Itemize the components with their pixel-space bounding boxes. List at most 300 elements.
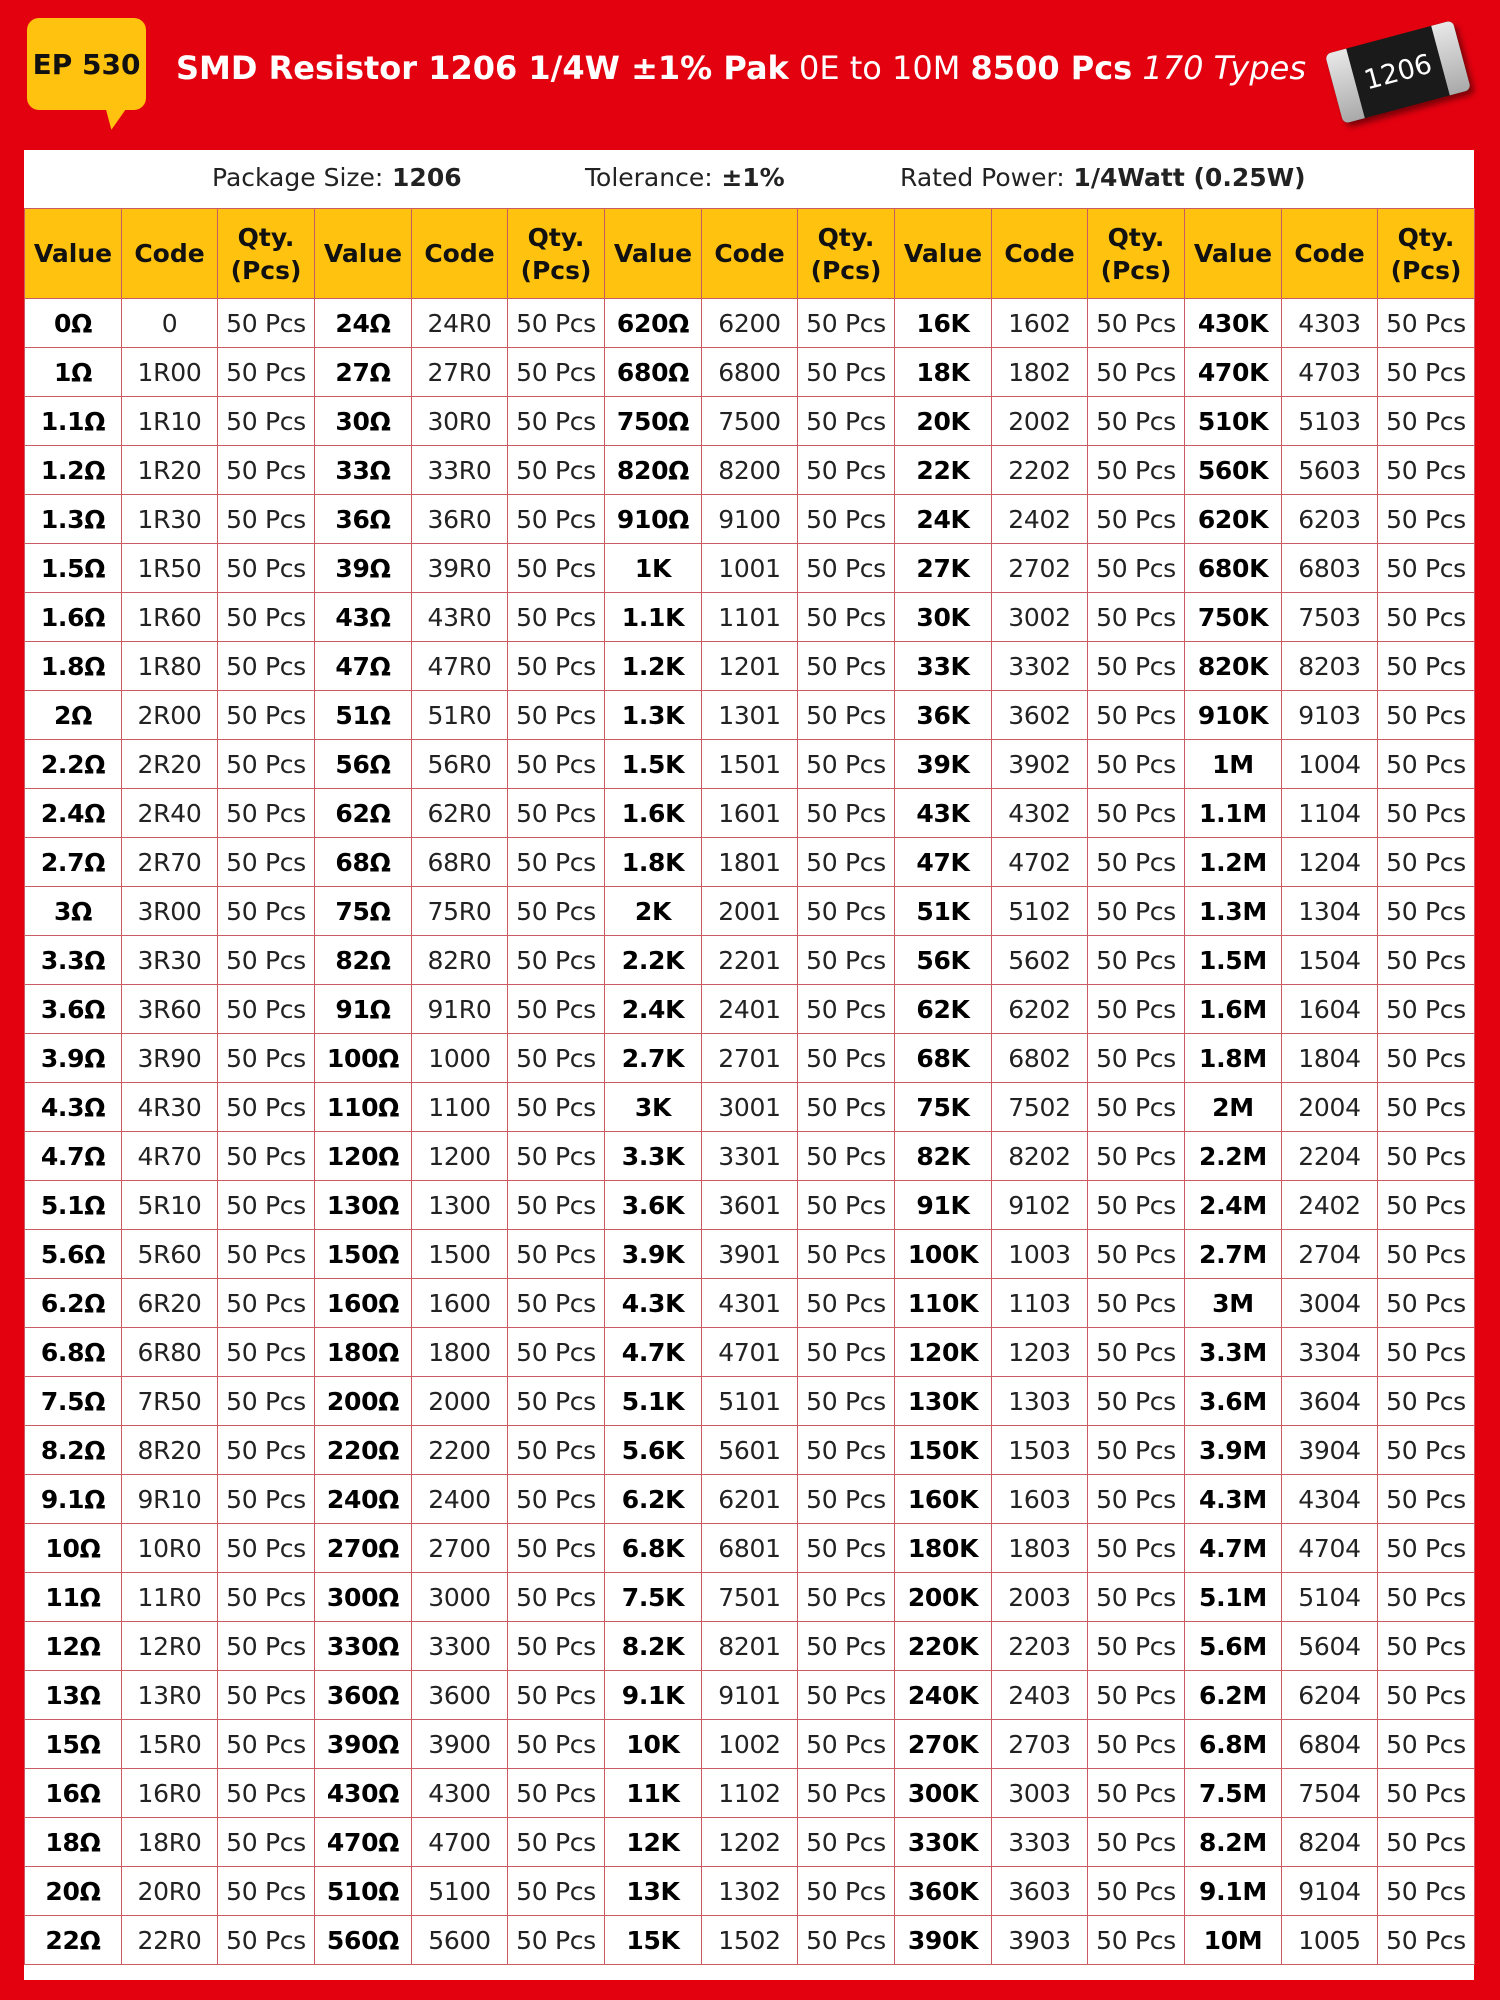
smd-code-cell: 1803 bbox=[992, 1524, 1088, 1573]
smd-code-cell: 2002 bbox=[992, 397, 1088, 446]
resistance-value-cell: 120Ω bbox=[315, 1132, 412, 1181]
smd-code-cell: 2004 bbox=[1282, 1083, 1378, 1132]
smd-code-cell: 2701 bbox=[702, 1034, 798, 1083]
resistance-value-cell: 10Ω bbox=[25, 1524, 122, 1573]
quantity-cell: 50 Pcs bbox=[1378, 1083, 1475, 1132]
smd-code-cell: 6800 bbox=[702, 348, 798, 397]
quantity-cell: 50 Pcs bbox=[1378, 1818, 1475, 1867]
smd-code-cell: 1104 bbox=[1282, 789, 1378, 838]
quantity-cell: 50 Pcs bbox=[508, 1132, 605, 1181]
resistance-value-cell: 1.3Ω bbox=[25, 495, 122, 544]
quantity-cell: 50 Pcs bbox=[1088, 1573, 1185, 1622]
header-qty bbox=[508, 209, 605, 299]
smd-code-cell: 5102 bbox=[992, 887, 1088, 936]
quantity-cell: 50 Pcs bbox=[1378, 1230, 1475, 1279]
quantity-cell: 50 Pcs bbox=[218, 936, 315, 985]
smd-code-cell: 5600 bbox=[412, 1916, 508, 1965]
smd-code-cell: 5100 bbox=[412, 1867, 508, 1916]
quantity-cell: 50 Pcs bbox=[1378, 642, 1475, 691]
smd-code-cell: 68R0 bbox=[412, 838, 508, 887]
resistance-value-cell: 10K bbox=[605, 1720, 702, 1769]
resistance-value-cell: 15K bbox=[605, 1916, 702, 1965]
quantity-cell: 50 Pcs bbox=[1378, 299, 1475, 348]
smd-code-cell: 1R00 bbox=[122, 348, 218, 397]
title-range: 0E to 10M bbox=[788, 49, 971, 87]
header-qty-line2: (Pcs) bbox=[230, 255, 302, 285]
quantity-cell: 50 Pcs bbox=[1088, 1377, 1185, 1426]
table-row bbox=[25, 1916, 1475, 1965]
smd-code-cell: 2702 bbox=[992, 544, 1088, 593]
smd-code-cell: 3604 bbox=[1282, 1377, 1378, 1426]
resistance-value-cell: 4.3K bbox=[605, 1279, 702, 1328]
table-row bbox=[25, 642, 1475, 691]
resistance-value-cell: 300K bbox=[895, 1769, 992, 1818]
spec-info-row bbox=[24, 150, 1474, 208]
quantity-cell: 50 Pcs bbox=[1378, 985, 1475, 1034]
resistance-value-cell: 560K bbox=[1185, 446, 1282, 495]
table-row bbox=[25, 1279, 1475, 1328]
quantity-cell: 50 Pcs bbox=[218, 691, 315, 740]
smd-code-cell: 2403 bbox=[992, 1671, 1088, 1720]
smd-code-cell: 5103 bbox=[1282, 397, 1378, 446]
quantity-cell: 50 Pcs bbox=[798, 1377, 895, 1426]
resistance-value-cell: 1.8Ω bbox=[25, 642, 122, 691]
quantity-cell: 50 Pcs bbox=[798, 397, 895, 446]
resistance-value-cell: 820K bbox=[1185, 642, 1282, 691]
resistance-value-cell: 6.2Ω bbox=[25, 1279, 122, 1328]
quantity-cell: 50 Pcs bbox=[798, 593, 895, 642]
quantity-cell: 50 Pcs bbox=[218, 1328, 315, 1377]
quantity-cell: 50 Pcs bbox=[1088, 838, 1185, 887]
quantity-cell: 50 Pcs bbox=[798, 936, 895, 985]
resistance-value-cell: 7.5K bbox=[605, 1573, 702, 1622]
quantity-cell: 50 Pcs bbox=[218, 1818, 315, 1867]
resistance-value-cell: 3M bbox=[1185, 1279, 1282, 1328]
smd-code-cell: 1800 bbox=[412, 1328, 508, 1377]
smd-code-cell: 1601 bbox=[702, 789, 798, 838]
resistance-value-cell: 2K bbox=[605, 887, 702, 936]
quantity-cell: 50 Pcs bbox=[798, 1426, 895, 1475]
table-row bbox=[25, 397, 1475, 446]
smd-code-cell: 6204 bbox=[1282, 1671, 1378, 1720]
smd-code-cell: 91R0 bbox=[412, 985, 508, 1034]
smd-code-cell: 4302 bbox=[992, 789, 1088, 838]
smd-code-cell: 3R30 bbox=[122, 936, 218, 985]
quantity-cell: 50 Pcs bbox=[1378, 348, 1475, 397]
quantity-cell: 50 Pcs bbox=[218, 397, 315, 446]
resistance-value-cell: 680K bbox=[1185, 544, 1282, 593]
quantity-cell: 50 Pcs bbox=[508, 593, 605, 642]
quantity-cell: 50 Pcs bbox=[508, 985, 605, 1034]
quantity-cell: 50 Pcs bbox=[508, 740, 605, 789]
resistance-value-cell: 6.2K bbox=[605, 1475, 702, 1524]
resistance-value-cell: 91Ω bbox=[315, 985, 412, 1034]
resistance-value-cell: 24Ω bbox=[315, 299, 412, 348]
quantity-cell: 50 Pcs bbox=[508, 495, 605, 544]
table-row bbox=[25, 1377, 1475, 1426]
smd-code-cell: 51R0 bbox=[412, 691, 508, 740]
resistance-value-cell: 180Ω bbox=[315, 1328, 412, 1377]
resistance-value-cell: 3Ω bbox=[25, 887, 122, 936]
resistance-value-cell: 240Ω bbox=[315, 1475, 412, 1524]
resistance-value-cell: 9.1K bbox=[605, 1671, 702, 1720]
smd-code-cell: 4304 bbox=[1282, 1475, 1378, 1524]
smd-code-cell: 1R10 bbox=[122, 397, 218, 446]
resistance-value-cell: 20K bbox=[895, 397, 992, 446]
smd-code-cell: 8200 bbox=[702, 446, 798, 495]
quantity-cell: 50 Pcs bbox=[1088, 1671, 1185, 1720]
smd-code-cell: 2400 bbox=[412, 1475, 508, 1524]
quantity-cell: 50 Pcs bbox=[508, 887, 605, 936]
smd-code-cell: 3603 bbox=[992, 1867, 1088, 1916]
resistance-value-cell: 1.6Ω bbox=[25, 593, 122, 642]
resistance-value-cell: 56Ω bbox=[315, 740, 412, 789]
smd-code-cell: 75R0 bbox=[412, 887, 508, 936]
resistance-value-cell: 36K bbox=[895, 691, 992, 740]
resistance-value-cell: 510K bbox=[1185, 397, 1282, 446]
smd-code-cell: 6801 bbox=[702, 1524, 798, 1573]
resistance-value-cell: 68K bbox=[895, 1034, 992, 1083]
quantity-cell: 50 Pcs bbox=[1088, 544, 1185, 593]
header-value: Value bbox=[605, 209, 702, 299]
quantity-cell: 50 Pcs bbox=[218, 1524, 315, 1573]
resistance-value-cell: 43K bbox=[895, 789, 992, 838]
resistance-value-cell: 39Ω bbox=[315, 544, 412, 593]
quantity-cell: 50 Pcs bbox=[1378, 1769, 1475, 1818]
quantity-cell: 50 Pcs bbox=[798, 838, 895, 887]
rated-power-spec bbox=[900, 163, 1306, 192]
table-row bbox=[25, 1475, 1475, 1524]
resistance-value-cell: 47K bbox=[895, 838, 992, 887]
quantity-cell: 50 Pcs bbox=[798, 1181, 895, 1230]
resistance-value-cell: 360Ω bbox=[315, 1671, 412, 1720]
resistance-value-cell: 82Ω bbox=[315, 936, 412, 985]
resistance-value-cell: 56K bbox=[895, 936, 992, 985]
quantity-cell: 50 Pcs bbox=[1088, 1818, 1185, 1867]
header-qty-line1: Qty. bbox=[1107, 222, 1165, 252]
quantity-cell: 50 Pcs bbox=[1088, 985, 1185, 1034]
smd-code-cell: 1503 bbox=[992, 1426, 1088, 1475]
quantity-cell: 50 Pcs bbox=[218, 1867, 315, 1916]
quantity-cell: 50 Pcs bbox=[798, 544, 895, 593]
smd-code-cell: 3304 bbox=[1282, 1328, 1378, 1377]
resistance-value-cell: 390Ω bbox=[315, 1720, 412, 1769]
product-code-badge bbox=[27, 18, 146, 110]
table-row bbox=[25, 1181, 1475, 1230]
smd-code-cell: 1303 bbox=[992, 1377, 1088, 1426]
resistance-value-cell: 750K bbox=[1185, 593, 1282, 642]
quantity-cell: 50 Pcs bbox=[1088, 1279, 1185, 1328]
smd-code-cell: 18R0 bbox=[122, 1818, 218, 1867]
quantity-cell: 50 Pcs bbox=[508, 1083, 605, 1132]
resistance-value-cell: 8.2K bbox=[605, 1622, 702, 1671]
smd-code-cell: 2703 bbox=[992, 1720, 1088, 1769]
resistance-value-cell: 4.7K bbox=[605, 1328, 702, 1377]
smd-code-cell: 9104 bbox=[1282, 1867, 1378, 1916]
quantity-cell: 50 Pcs bbox=[218, 1230, 315, 1279]
smd-code-cell: 8201 bbox=[702, 1622, 798, 1671]
header-value: Value bbox=[895, 209, 992, 299]
smd-code-cell: 1501 bbox=[702, 740, 798, 789]
quantity-cell: 50 Pcs bbox=[798, 348, 895, 397]
smd-code-cell: 1005 bbox=[1282, 1916, 1378, 1965]
table-row bbox=[25, 544, 1475, 593]
tolerance-label: Tolerance: bbox=[585, 163, 713, 192]
table-row bbox=[25, 1867, 1475, 1916]
resistance-value-cell: 240K bbox=[895, 1671, 992, 1720]
header-qty-line1: Qty. bbox=[1397, 222, 1455, 252]
quantity-cell: 50 Pcs bbox=[798, 1034, 895, 1083]
resistance-value-cell: 0Ω bbox=[25, 299, 122, 348]
smd-code-cell: 3000 bbox=[412, 1573, 508, 1622]
quantity-cell: 50 Pcs bbox=[798, 1622, 895, 1671]
quantity-cell: 50 Pcs bbox=[798, 887, 895, 936]
smd-code-cell: 3600 bbox=[412, 1671, 508, 1720]
quantity-cell: 50 Pcs bbox=[1378, 1573, 1475, 1622]
smd-code-cell: 2R40 bbox=[122, 789, 218, 838]
resistance-value-cell: 100Ω bbox=[315, 1034, 412, 1083]
smd-code-cell: 1804 bbox=[1282, 1034, 1378, 1083]
quantity-cell: 50 Pcs bbox=[1088, 1230, 1185, 1279]
quantity-cell: 50 Pcs bbox=[1088, 1916, 1185, 1965]
smd-code-cell: 0 bbox=[122, 299, 218, 348]
quantity-cell: 50 Pcs bbox=[218, 1132, 315, 1181]
smd-code-cell: 2203 bbox=[992, 1622, 1088, 1671]
smd-code-cell: 4R30 bbox=[122, 1083, 218, 1132]
quantity-cell: 50 Pcs bbox=[1378, 1377, 1475, 1426]
quantity-cell: 50 Pcs bbox=[798, 1132, 895, 1181]
resistance-value-cell: 3.3K bbox=[605, 1132, 702, 1181]
smd-code-cell: 13R0 bbox=[122, 1671, 218, 1720]
resistance-value-cell: 150K bbox=[895, 1426, 992, 1475]
resistance-value-cell: 3.6M bbox=[1185, 1377, 1282, 1426]
quantity-cell: 50 Pcs bbox=[218, 1916, 315, 1965]
quantity-cell: 50 Pcs bbox=[1088, 1034, 1185, 1083]
resistance-value-cell: 6.8M bbox=[1185, 1720, 1282, 1769]
smd-code-cell: 12R0 bbox=[122, 1622, 218, 1671]
resistance-value-cell: 510Ω bbox=[315, 1867, 412, 1916]
resistance-value-cell: 4.3M bbox=[1185, 1475, 1282, 1524]
smd-code-cell: 3300 bbox=[412, 1622, 508, 1671]
quantity-cell: 50 Pcs bbox=[798, 985, 895, 1034]
quantity-cell: 50 Pcs bbox=[798, 1573, 895, 1622]
table-row bbox=[25, 1720, 1475, 1769]
smd-code-cell: 2R20 bbox=[122, 740, 218, 789]
smd-code-cell: 3900 bbox=[412, 1720, 508, 1769]
quantity-cell: 50 Pcs bbox=[1378, 1426, 1475, 1475]
quantity-cell: 50 Pcs bbox=[218, 985, 315, 1034]
smd-code-cell: 2200 bbox=[412, 1426, 508, 1475]
smd-code-cell: 1502 bbox=[702, 1916, 798, 1965]
table-row bbox=[25, 348, 1475, 397]
smd-code-cell: 3R90 bbox=[122, 1034, 218, 1083]
package-size-spec bbox=[212, 163, 462, 192]
quantity-cell: 50 Pcs bbox=[1378, 593, 1475, 642]
quantity-cell: 50 Pcs bbox=[798, 299, 895, 348]
smd-code-cell: 5604 bbox=[1282, 1622, 1378, 1671]
smd-code-cell: 62R0 bbox=[412, 789, 508, 838]
resistance-value-cell: 2.2K bbox=[605, 936, 702, 985]
smd-code-cell: 27R0 bbox=[412, 348, 508, 397]
resistance-value-cell: 750Ω bbox=[605, 397, 702, 446]
smd-code-cell: 56R0 bbox=[412, 740, 508, 789]
header-qty-line2: (Pcs) bbox=[1100, 255, 1172, 285]
smd-code-cell: 2704 bbox=[1282, 1230, 1378, 1279]
smd-code-cell: 2003 bbox=[992, 1573, 1088, 1622]
resistance-value-cell: 7.5M bbox=[1185, 1769, 1282, 1818]
quantity-cell: 50 Pcs bbox=[1378, 1279, 1475, 1328]
smd-code-cell: 1203 bbox=[992, 1328, 1088, 1377]
quantity-cell: 50 Pcs bbox=[218, 1671, 315, 1720]
quantity-cell: 50 Pcs bbox=[798, 1083, 895, 1132]
quantity-cell: 50 Pcs bbox=[1088, 348, 1185, 397]
resistance-value-cell: 10M bbox=[1185, 1916, 1282, 1965]
header-code: Code bbox=[1282, 209, 1378, 299]
resistance-value-cell: 91K bbox=[895, 1181, 992, 1230]
resistance-value-cell: 16K bbox=[895, 299, 992, 348]
header-code: Code bbox=[992, 209, 1088, 299]
quantity-cell: 50 Pcs bbox=[798, 789, 895, 838]
quantity-cell: 50 Pcs bbox=[508, 299, 605, 348]
smd-code-cell: 9R10 bbox=[122, 1475, 218, 1524]
quantity-cell: 50 Pcs bbox=[798, 1671, 895, 1720]
title-count: 8500 Pcs bbox=[970, 49, 1133, 87]
quantity-cell: 50 Pcs bbox=[798, 1720, 895, 1769]
smd-code-cell: 3602 bbox=[992, 691, 1088, 740]
quantity-cell: 50 Pcs bbox=[218, 1083, 315, 1132]
smd-code-cell: 6202 bbox=[992, 985, 1088, 1034]
smd-code-cell: 1201 bbox=[702, 642, 798, 691]
resistance-value-cell: 3.9M bbox=[1185, 1426, 1282, 1475]
quantity-cell: 50 Pcs bbox=[508, 1230, 605, 1279]
resistance-value-cell: 9.1M bbox=[1185, 1867, 1282, 1916]
resistance-value-cell: 3.9Ω bbox=[25, 1034, 122, 1083]
resistance-value-cell: 1.8K bbox=[605, 838, 702, 887]
resistance-value-cell: 30K bbox=[895, 593, 992, 642]
quantity-cell: 50 Pcs bbox=[508, 1916, 605, 1965]
resistance-value-cell: 470K bbox=[1185, 348, 1282, 397]
resistance-value-cell: 18Ω bbox=[25, 1818, 122, 1867]
header-qty bbox=[1378, 209, 1475, 299]
resistance-value-cell: 1.5M bbox=[1185, 936, 1282, 985]
smd-code-cell: 4R70 bbox=[122, 1132, 218, 1181]
quantity-cell: 50 Pcs bbox=[798, 642, 895, 691]
resistance-value-cell: 180K bbox=[895, 1524, 992, 1573]
smd-code-cell: 1103 bbox=[992, 1279, 1088, 1328]
resistance-value-cell: 3.3M bbox=[1185, 1328, 1282, 1377]
quantity-cell: 50 Pcs bbox=[218, 1034, 315, 1083]
resistance-value-cell: 3.9K bbox=[605, 1230, 702, 1279]
smd-code-cell: 8R20 bbox=[122, 1426, 218, 1475]
quantity-cell: 50 Pcs bbox=[1378, 1622, 1475, 1671]
table-row bbox=[25, 495, 1475, 544]
resistance-value-cell: 470Ω bbox=[315, 1818, 412, 1867]
smd-code-cell: 47R0 bbox=[412, 642, 508, 691]
resistance-value-cell: 110K bbox=[895, 1279, 992, 1328]
smd-code-cell: 1200 bbox=[412, 1132, 508, 1181]
smd-code-cell: 6804 bbox=[1282, 1720, 1378, 1769]
quantity-cell: 50 Pcs bbox=[508, 1769, 605, 1818]
smd-code-cell: 2204 bbox=[1282, 1132, 1378, 1181]
resistance-value-cell: 11K bbox=[605, 1769, 702, 1818]
resistance-value-cell: 9.1Ω bbox=[25, 1475, 122, 1524]
resistance-value-cell: 560Ω bbox=[315, 1916, 412, 1965]
smd-code-cell: 6803 bbox=[1282, 544, 1378, 593]
table-row bbox=[25, 1671, 1475, 1720]
smd-code-cell: 20R0 bbox=[122, 1867, 218, 1916]
resistance-value-cell: 130Ω bbox=[315, 1181, 412, 1230]
quantity-cell: 50 Pcs bbox=[798, 495, 895, 544]
quantity-cell: 50 Pcs bbox=[1088, 1426, 1185, 1475]
resistance-value-cell: 2.4M bbox=[1185, 1181, 1282, 1230]
resistance-value-cell: 24K bbox=[895, 495, 992, 544]
smd-code-cell: 1R20 bbox=[122, 446, 218, 495]
resistance-value-cell: 1.5Ω bbox=[25, 544, 122, 593]
smd-code-cell: 10R0 bbox=[122, 1524, 218, 1573]
smd-code-cell: 6R80 bbox=[122, 1328, 218, 1377]
resistance-value-cell: 150Ω bbox=[315, 1230, 412, 1279]
quantity-cell: 50 Pcs bbox=[1378, 1132, 1475, 1181]
quantity-cell: 50 Pcs bbox=[218, 1573, 315, 1622]
smd-code-cell: 1603 bbox=[992, 1475, 1088, 1524]
quantity-cell: 50 Pcs bbox=[1088, 1720, 1185, 1769]
quantity-cell: 50 Pcs bbox=[798, 446, 895, 495]
smd-code-cell: 7504 bbox=[1282, 1769, 1378, 1818]
smd-code-cell: 3303 bbox=[992, 1818, 1088, 1867]
resistance-value-cell: 1.5K bbox=[605, 740, 702, 789]
quantity-cell: 50 Pcs bbox=[508, 544, 605, 593]
table-row bbox=[25, 789, 1475, 838]
resistance-value-cell: 27Ω bbox=[315, 348, 412, 397]
smd-code-cell: 82R0 bbox=[412, 936, 508, 985]
resistance-value-cell: 100K bbox=[895, 1230, 992, 1279]
smd-code-cell: 2R00 bbox=[122, 691, 218, 740]
resistance-value-cell: 22Ω bbox=[25, 1916, 122, 1965]
quantity-cell: 50 Pcs bbox=[1378, 740, 1475, 789]
resistance-value-cell: 1.2M bbox=[1185, 838, 1282, 887]
resistance-value-cell: 20Ω bbox=[25, 1867, 122, 1916]
quantity-cell: 50 Pcs bbox=[218, 1279, 315, 1328]
quantity-cell: 50 Pcs bbox=[508, 1034, 605, 1083]
smd-code-cell: 3302 bbox=[992, 642, 1088, 691]
header-qty-line2: (Pcs) bbox=[1390, 255, 1462, 285]
resistance-value-cell: 160Ω bbox=[315, 1279, 412, 1328]
resistance-value-cell: 2.2Ω bbox=[25, 740, 122, 789]
smd-code-cell: 6R20 bbox=[122, 1279, 218, 1328]
resistance-value-cell: 2M bbox=[1185, 1083, 1282, 1132]
smd-code-cell: 1101 bbox=[702, 593, 798, 642]
quantity-cell: 50 Pcs bbox=[218, 1622, 315, 1671]
quantity-cell: 50 Pcs bbox=[1378, 1867, 1475, 1916]
quantity-cell: 50 Pcs bbox=[508, 1573, 605, 1622]
resistance-value-cell: 47Ω bbox=[315, 642, 412, 691]
resistance-value-cell: 3K bbox=[605, 1083, 702, 1132]
smd-code-cell: 3002 bbox=[992, 593, 1088, 642]
page-title bbox=[176, 38, 1306, 98]
smd-code-cell: 1301 bbox=[702, 691, 798, 740]
smd-code-cell: 2000 bbox=[412, 1377, 508, 1426]
quantity-cell: 50 Pcs bbox=[508, 1867, 605, 1916]
smd-code-cell: 8203 bbox=[1282, 642, 1378, 691]
quantity-cell: 50 Pcs bbox=[508, 397, 605, 446]
quantity-cell: 50 Pcs bbox=[1088, 1132, 1185, 1181]
table-row bbox=[25, 1230, 1475, 1279]
quantity-cell: 50 Pcs bbox=[1088, 1328, 1185, 1377]
smd-code-cell: 5602 bbox=[992, 936, 1088, 985]
smd-code-cell: 2R70 bbox=[122, 838, 218, 887]
smd-code-cell: 30R0 bbox=[412, 397, 508, 446]
resistance-value-cell: 1.2K bbox=[605, 642, 702, 691]
